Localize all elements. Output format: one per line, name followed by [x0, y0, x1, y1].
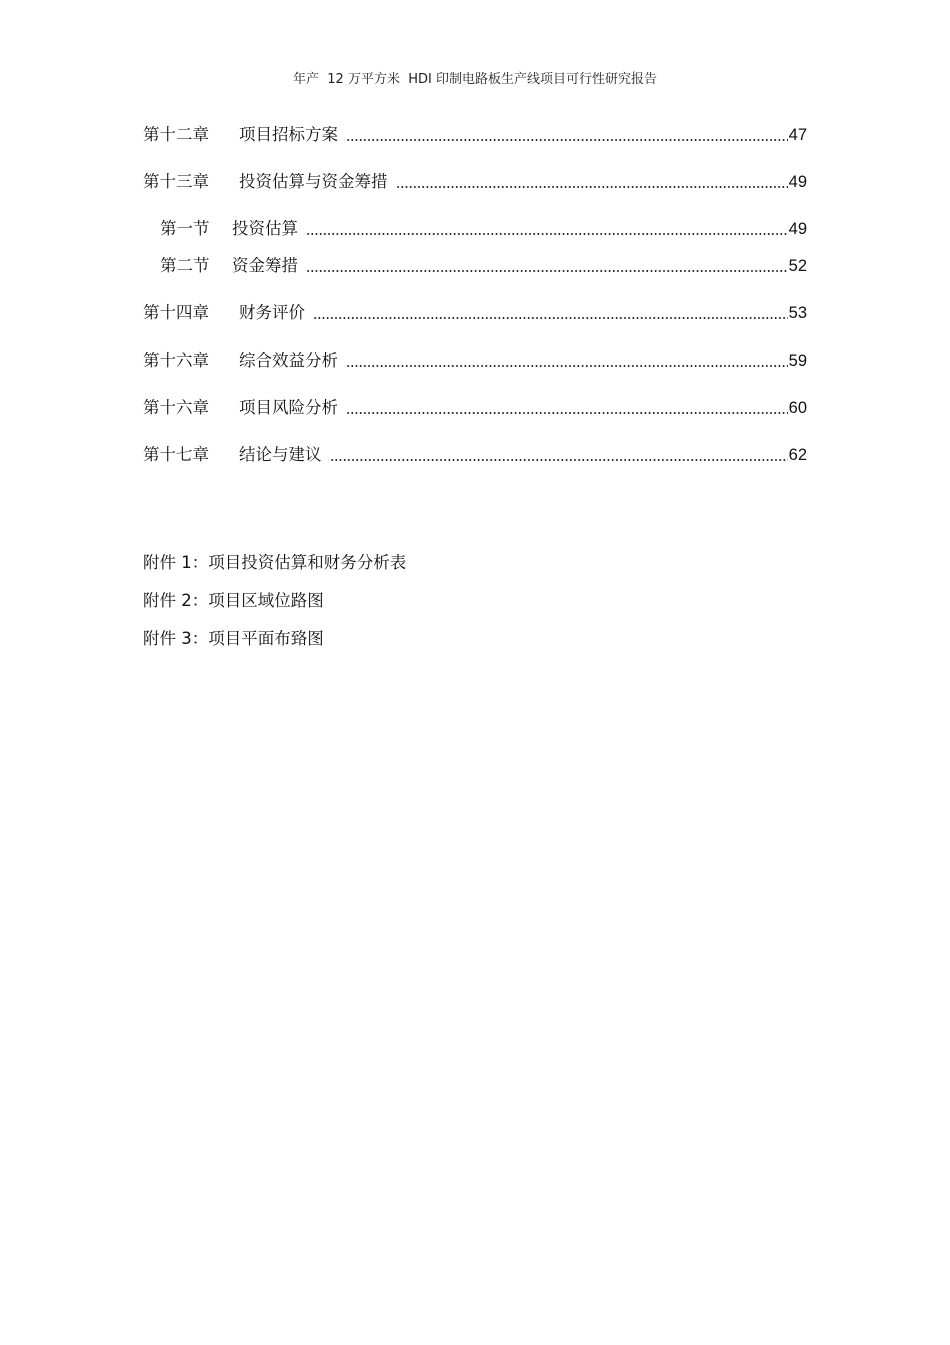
appendix-label: 附件 3：: [143, 629, 209, 648]
toc-title: 财务评价: [239, 303, 305, 322]
appendix-2[interactable]: [143, 589, 324, 613]
toc-number: 第十六章: [143, 398, 209, 417]
toc-page-number: 52: [788, 257, 807, 275]
toc-entry-chapter-14[interactable]: [143, 301, 807, 325]
toc-number: 第十七章: [143, 445, 209, 464]
toc-number: 第二节: [160, 256, 210, 275]
appendix-label: 附件 2：: [143, 591, 209, 610]
toc-title: 项目风险分析: [239, 398, 338, 417]
dot-leader: [306, 233, 788, 235]
toc-number: 第十四章: [143, 303, 209, 322]
toc-title: 结论与建议: [239, 445, 322, 464]
toc-title: 投资估算与资金筹措: [239, 172, 388, 191]
toc-page-number: 49: [788, 173, 807, 191]
appendix-label: 附件 1：: [143, 553, 209, 572]
page-header: 年产 12 万平方米 HDI 印制电路板生产线项目可行性研究报告: [293, 72, 657, 87]
toc-page-number: 62: [788, 446, 807, 464]
dot-leader: [346, 365, 788, 367]
dot-leader: [346, 412, 788, 414]
toc-page-number: 53: [788, 304, 807, 322]
toc-entry-section-2[interactable]: [160, 254, 807, 278]
toc-title: 综合效益分析: [239, 351, 338, 370]
toc-entry-chapter-17[interactable]: [143, 443, 807, 467]
toc-title: 投资估算: [232, 219, 298, 238]
toc-page-number: 60: [788, 399, 807, 417]
toc-page-number: 59: [788, 352, 807, 370]
dot-leader: [396, 186, 788, 188]
dot-leader: [346, 139, 788, 141]
toc-page-number: 49: [788, 220, 807, 238]
toc-entry-chapter-13[interactable]: [143, 170, 807, 194]
toc-entry-chapter-16a[interactable]: [143, 349, 807, 373]
toc-entry-section-1[interactable]: [160, 217, 807, 241]
toc-number: 第一节: [160, 219, 210, 238]
dot-leader: [313, 317, 788, 319]
toc-number: 第十二章: [143, 125, 209, 144]
toc-entry-chapter-12[interactable]: [143, 123, 807, 147]
dot-leader: [330, 459, 788, 461]
appendix-1[interactable]: [143, 551, 406, 575]
appendix-title: 项目区域位路图: [208, 591, 324, 610]
toc-title: 项目招标方案: [239, 125, 338, 144]
appendix-3[interactable]: [143, 627, 324, 651]
toc-title: 资金筹措: [232, 256, 298, 275]
appendix-title: 项目平面布臵图: [208, 629, 324, 648]
toc-number: 第十六章: [143, 351, 209, 370]
toc-entry-chapter-16b[interactable]: [143, 396, 807, 420]
dot-leader: [306, 270, 788, 272]
appendix-title: 项目投资估算和财务分析表: [208, 553, 407, 572]
toc-number: 第十三章: [143, 172, 209, 191]
toc-page-number: 47: [788, 126, 807, 144]
